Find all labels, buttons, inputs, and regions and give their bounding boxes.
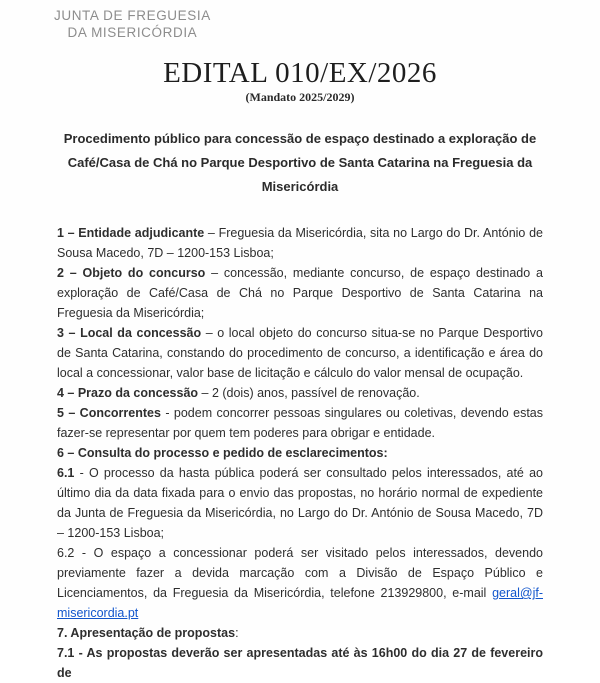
document-paragraph <box>57 263 543 323</box>
document-paragraph <box>57 223 543 263</box>
letterhead-line2: DA MISERICÓRDIA <box>67 25 198 40</box>
paragraph-bold-text: 3 – Local da concessão <box>57 326 202 340</box>
document-paragraph <box>57 383 543 403</box>
paragraph-bold-text: 2 – Objeto do concurso <box>57 266 206 280</box>
document-paragraph <box>57 443 543 463</box>
paragraph-text: – Freguesia da Misericórdia, sita no Largo do Dr. António de Sousa Macedo, 7D – 1200-153 Lisboa; <box>57 226 543 260</box>
document-body <box>57 223 543 683</box>
paragraph-bold-text: 7. Apresentação de propostas <box>57 626 236 640</box>
document-paragraph <box>57 403 543 443</box>
paragraph-text: – 2 (dois) anos, passível de renovação. <box>198 386 420 400</box>
subject-heading: Procedimento público para concessão de espaço destinado a exploração de Café/Casa de Chá no Parque Desportivo de Santa Catarina na Freguesia da Misericórdia <box>63 131 537 194</box>
paragraph-text: – o local objeto do concurso situa-se no Parque Desportivo de Santa Catarina, constando do procedimento de concurso, a identificação e área do local a concessionar, valor base de licitação e cálculo do valor mensal de ocupação. <box>57 326 543 380</box>
paragraph-bold-text: 5 – Concorrentes <box>57 406 161 420</box>
paragraph-text: – concessão, mediante concurso, de espaço destinado a exploração de Café/Casa de Chá no Parque Desportivo de Santa Catarina na Freguesia da Misericórdia; <box>57 266 543 320</box>
paragraph-bold-text: 6 – Consulta do processo e pedido de esclarecimentos: <box>57 446 388 460</box>
document-paragraph <box>57 543 543 623</box>
paragraph-text: - podem concorrer pessoas singulares ou coletivas, devendo estas fazer-se representar por quem tem poderes para obrigar e entidade. <box>57 406 543 440</box>
paragraph-bold-text: 6.1 <box>57 466 75 480</box>
document-paragraph <box>57 643 543 683</box>
paragraph-bold-text: 4 – Prazo da concessão <box>57 386 199 400</box>
paragraph-bold-text: 1 – Entidade adjudicante <box>57 226 205 240</box>
paragraph-text: 6.2 - O espaço a concessionar poderá ser visitado pelos interessados, devendo previamente fazer a devida marcação com a Divisão de Espaço Público e Licenciamentos, da Freguesia da Misericórdia, telefone 213929800, e-mail <box>57 546 543 600</box>
mandate-label: (Mandato 2025/2029) <box>245 90 355 104</box>
document-paragraph <box>57 463 543 543</box>
edital-title: EDITAL 010/EX/2026 <box>163 57 437 89</box>
document-paragraph <box>57 323 543 383</box>
paragraph-text: : <box>235 626 239 640</box>
letterhead-line1: JUNTA DE FREGUESIA <box>54 8 211 23</box>
paragraph-bold-text: 7.1 - As propostas deverão ser apresentadas até às 16h00 do dia 27 de fevereiro de <box>57 646 543 680</box>
document-paragraph <box>57 623 543 643</box>
email-link[interactable]: geral@jf-misericordia.pt <box>57 586 543 620</box>
letterhead <box>54 7 211 41</box>
paragraph-text: - O processo da hasta pública poderá ser consultado pelos interessados, até ao último dia da data fixada para o envio das propostas, no horário normal de expediente da Junta de Freguesia da Misericórdia, no Largo do Dr. António de Sousa Macedo, 7D – 1200-153 Lisboa; <box>57 466 543 540</box>
